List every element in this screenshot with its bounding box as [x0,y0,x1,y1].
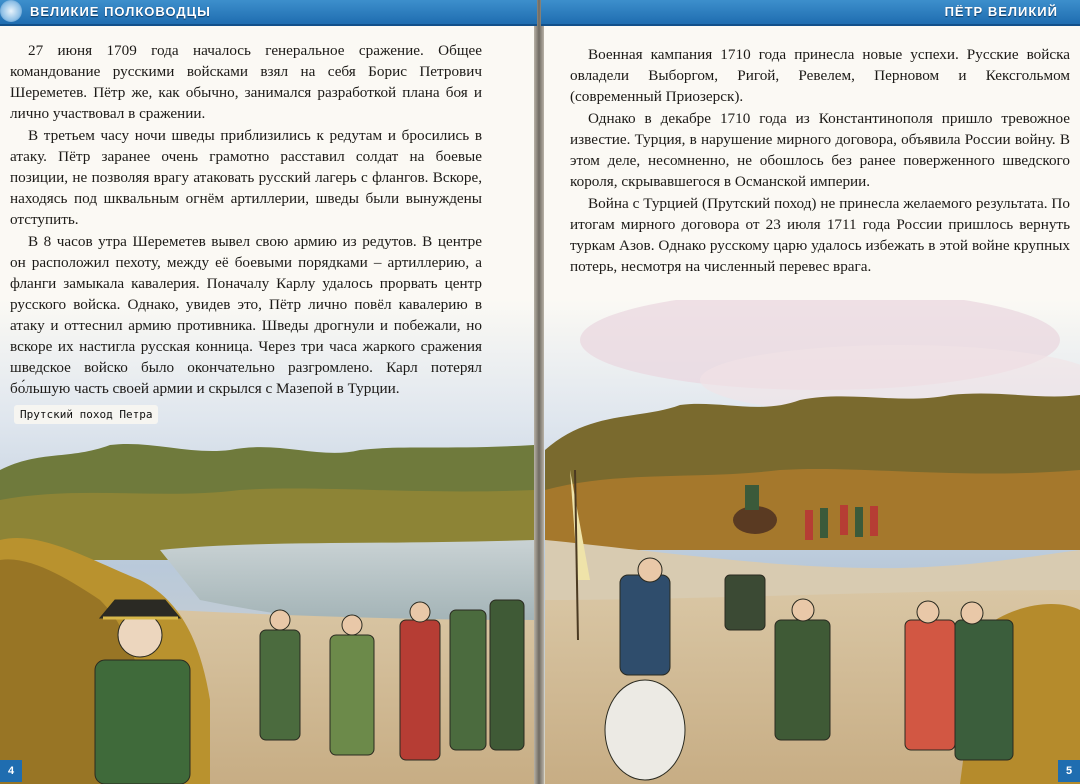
left-header [0,0,537,26]
right-page-number: 5 [1058,760,1080,782]
paragraph: В 8 часов утра Шереметев вывел свою армию из редутов. В центре он расположил пехоту, между её боевыми порядками – артиллерию, а фланги замыкала кавалерия. Поначалу Карлу удалось прорвать центр русского войска. Однако, увидев это, Пётр лично повёл кавалерию в атаку и оттеснил армию противника. Шведы дрогнули и побежали, но вскоре их настигла русская конница. Через три часа жаркого сражения шведское войско было окончательно разгромлено. Карл потерял бо́льшую часть своей армии и скрылся с Мазепой в Турции. [10,233,482,397]
left-page-number: 4 [0,760,22,782]
paragraph: Однако в декабре 1710 года из Константинополя пришло тревожное известие. Турция, в нарушение мирного договора, объявила России войну. В этом деле, несомненно, не обошлось без ранее поверженного шведского короля, скрывавшегося в Османской империи. [570,110,1070,190]
left-text-block [10,40,482,400]
illustration-caption: Прутский поход Петра [14,405,158,424]
book-gutter [534,0,544,784]
left-header-title: ВЕЛИКИЕ ПОЛКОВОДЦЫ [30,4,211,19]
paragraph: Военная кампания 1710 года принесла новые успехи. Русские войска овладели Выборгом, Ригой, Ревелем, Перновом и Кексгольмом (современный Приозерск). [570,46,1070,105]
right-header-title: ПЁТР ВЕЛИКИЙ [944,4,1058,19]
paragraph: Война с Турцией (Прутский поход) не принесла желаемого результата. По итогам мирного договора от 23 июля 1711 года России пришлось вернуть туркам Азов. Однако русскому царю удалось избежать в этой войне крупных потерь, несмотря на численный перевес врага. [570,195,1070,275]
right-text-block [570,44,1070,278]
paragraph: В третьем часу ночи шведы приблизились к редутам и бросились в атаку. Пётр заранее очень грамотно расставил солдат на боевые позиции, не позволяя врагу атаковать русский лагерь с флангов. Вскоре, находясь под шквальным огнём артиллерии, шведы были вынуждены отступить. [10,127,482,228]
right-header [541,0,1080,26]
corner-ornament-icon [0,0,22,22]
paragraph: 27 июня 1709 года началось генеральное сражение. Общее командование русскими войсками взял на себя Борис Петрович Шереметев. Пётр же, как обычно, занимался разработкой плана боя и лично участвовал в сражении. [10,42,482,122]
